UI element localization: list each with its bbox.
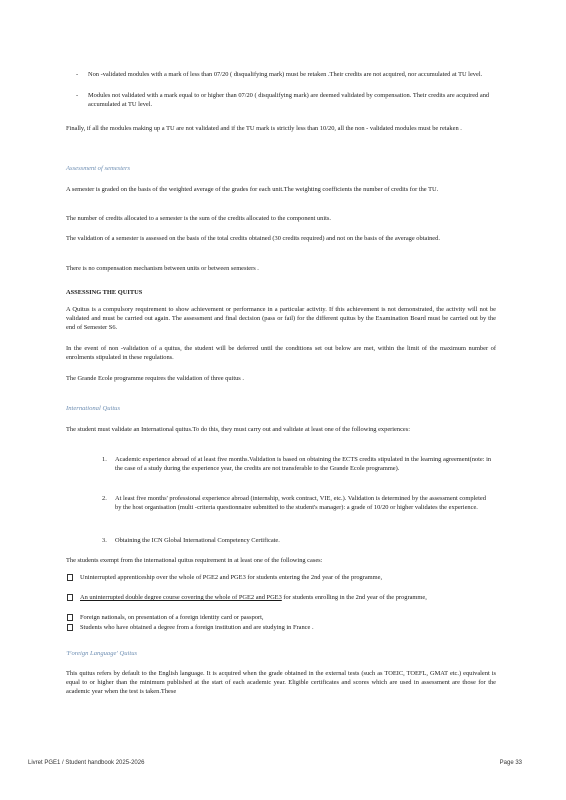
numbered-list-item: 1. Academic experience abroad of at least five months.Validation is based on obtaining the ECTS credits stipulated in the learning agreement(note: in the case of a study during the experience year, the credits are not transferable to the Grande Ecole programme). (102, 456, 492, 472)
international-intro: The student must validate an International quitus.To do this, they must carry out and validate at least one of the following experiences: (66, 426, 411, 433)
box-bullet-icon (67, 614, 73, 621)
semesters-paragraph-2: The number of credits allocated to a semester is the sum of the credits allocated to the component units. (66, 215, 331, 222)
checkbox-list-item: An uninterrupted double degree course covering the whole of PGE2 and PGE3 for students enrolling in the 2nd year of the programme, (80, 593, 493, 602)
finally-paragraph: Finally, if all the modules making up a TU are not validated and if the TU mark is strictly less than 10/20, all the non - validated modules must be retaken . (66, 125, 462, 132)
box-bullet-icon (67, 624, 73, 631)
semesters-paragraph-4: There is no compensation mechanism between units or between semesters . (66, 265, 259, 272)
assessing-quitus-heading: ASSESSING THE QUITUS (66, 289, 143, 296)
dash-list-item: - Non -validated modules with a mark of less than 07/20 ( disqualifying mark) must be retaken .Their credits are not acquired, nor accumulated at TU level. (76, 71, 483, 78)
numbered-list-item: 3. Obtaining the ICN Global International Competency Certificate. (102, 537, 280, 544)
checkbox-list-item: Students who have obtained a degree from a foreign institution and are studying in France . (80, 623, 493, 632)
numbered-list-item: 2. At least five months' professional experience abroad (internship, work contract, VIE, etc.). Validation is determined by the assessment completed by the host organisation (multi -criteria questionnaire submitted to the student's manager): a grade of 10/20 or higher validates the experience. (102, 495, 486, 511)
checkbox-list-item: Uninterrupted apprenticeship over the whole of PGE2 and PGE3 for students entering the 2nd year of the programme, (80, 573, 493, 582)
box-bullet-icon (67, 574, 73, 581)
semesters-paragraph-1: A semester is graded on the basis of the weighted average of the grades for each unit.The weighting coefficients the number of credits for the TU. (66, 186, 439, 193)
box-bullet-icon (67, 594, 73, 601)
checkbox-list-item: Foreign nationals, on presentation of a foreign identity card or passport, (80, 613, 493, 622)
dash-bullet: - (76, 92, 79, 99)
footer-page-number: Page 33 (499, 760, 522, 766)
quitus-paragraph-3: The Grande Ecole programme requires the validation of three quitus . (66, 375, 244, 382)
footer-left: Livret PGE1 / Student handbook 2025-2026 (28, 760, 145, 766)
semesters-paragraph-3: The validation of a semester is assessed on the basis of the total credits obtained (30 credits required) and not on the basis of the average obtained. (66, 235, 440, 242)
exempt-intro: The students exempt from the international quitus requirement in at least one of the following cases: (66, 557, 323, 564)
foreign-language-paragraph: This quitus refers by default to the English language. It is acquired when the grade obtained in the external tests (such as TOEIC, TOEFL, GMAT etc.) equivalent is equal to or higher than the minimum published at the start of each academic year. Eligible certificates and scores which are used in assessment are those for the academic year when the test is taken.These (66, 670, 496, 695)
quitus-paragraph-2: In the event of non -validation of a quitus, the student will be deferred until the conditions set out below are met, within the limit of the maximum number of enrolments stipulated in these regulations. (66, 345, 496, 361)
foreign-language-heading: 'Foreign Language' Quitus (66, 650, 138, 657)
quitus-paragraph-1: A Quitus is a compulsory requirement to show achievement or performance in a particular activity. If this achievement is not demonstrated, the activity will not be validated and must be carried out again. The assessment and final decision (pass or fail) for the different quitus by the Examination Board must be carried out by the end of Semester S6. (66, 306, 496, 331)
international-quitus-heading: International Quitus (66, 405, 121, 412)
dash-list-item: - Modules not validated with a mark equal to or higher than 07/20 ( disqualifying mark) are deemed validated by compensation. Their credits are acquired and accumulated at TU level. (76, 92, 490, 108)
assessment-semesters-heading: Assessment of semesters (66, 165, 131, 172)
dash-bullet: - (76, 71, 79, 78)
